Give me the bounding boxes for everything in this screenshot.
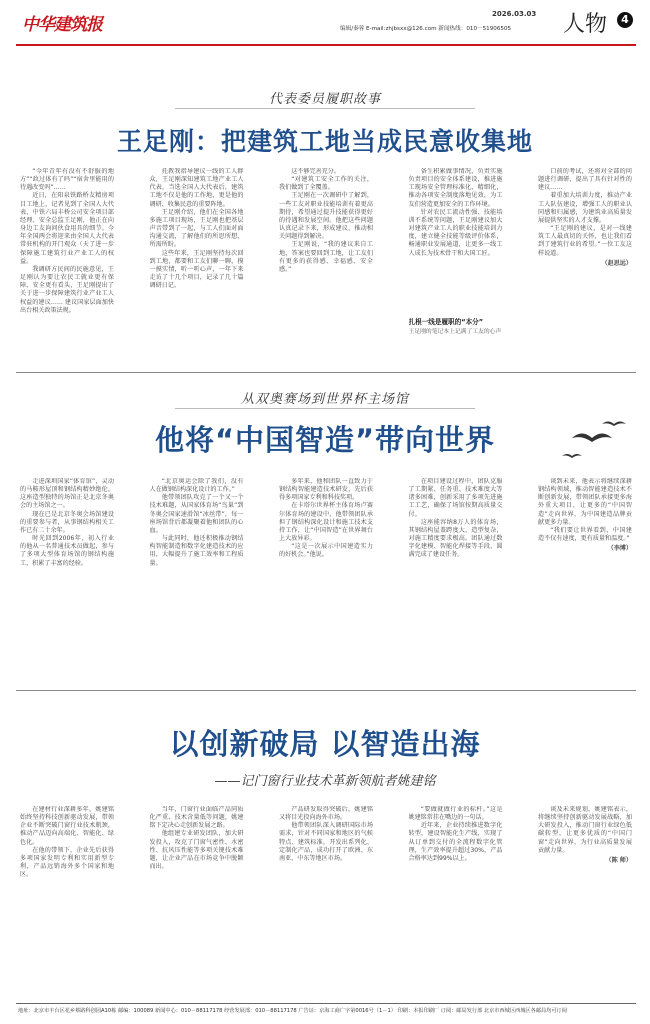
section-divider-2 xyxy=(16,690,636,691)
story3-subtitle: ——记门窗行业技术革新领航者姚建铭 xyxy=(214,774,436,789)
story2-kicker: 从双奥赛场到世界杯主场馆 xyxy=(240,392,409,407)
story3-col-3: 产品研发取得突破后，姚建铭又将目光投向海外市场。 他带领团队深入调研国际市场需求，针对不同国家和地区的气候特点、建筑标准，开发出系列化、定制化产品，成功打开了欧洲、东南亚、中东等地区市场。 xyxy=(279,806,373,862)
masthead-rule xyxy=(16,44,636,46)
story3-col-5: 谈及未来规划，姚建铭表示，将继续坚持创新驱动发展战略，加大研发投入，推动门窗行业绿色低碳转型，让更多优质的“中国门窗”走向世界，为行业高质量发展贡献力量。 （陈 师） xyxy=(538,806,632,864)
story2-kicker-line xyxy=(175,408,475,409)
story1-photo-sub: 王足刚的笔记本上记满了工友的心声 xyxy=(408,329,502,336)
story3-author: （陈 师） xyxy=(605,856,632,864)
story1-col-3: 这不够完善充分。 “对建筑工安全工作的关注，我们做到了全覆盖。 王足刚在一次调研中了解到，一些工友对职业技能培训有着更高期待，希望通过提升技能获得更好的待遇和发展空间。他把这些问题认真记录下来，形成建议，推动相关问题得到解决。 王足刚说，“我的建议来自工地，答案也要回到工地，让工友们有更多的获得感、幸福感、安全感。” xyxy=(279,168,373,273)
story3-col-4: “要做就做行业的标杆。”这是姚建铭常挂在嘴边的一句话。 近年来，企业持续推进数字化转型，建设智能化生产线，实现了从订单到交付的全流程数字化管理，生产效率提升超过30%，产品合格率达到99%以上。 xyxy=(408,806,503,862)
bird-2 xyxy=(602,422,626,427)
story3-col-2: 当年，门窗行业面临产品同质化严重、技术含量低等问题，姚建铭下定决心走创新发展之路。 他组建专业研发团队，加大研发投入，攻克了门窗气密性、水密性、抗风压性能等多项关键技术难题，让企业产品在市场竞争中脱颖而出。 xyxy=(149,806,244,871)
story2-headline: 他将“中国智造”带向世界 xyxy=(154,423,496,457)
story2-col-4: 在项目建设过程中，团队克服了工期紧、任务重、技术难度大等诸多困难，创新采用了多项先进施工工艺，确保了场馆按期高质量交付。 这座能容纳8万人的体育场，其钢结构屋盖跨度大、造型复杂，对施工精度要求极高。团队通过数字化建模、智能化焊接等手段，圆满完成了建设任务。 xyxy=(408,478,503,559)
story1-photo-caption: 扎根一线是履职的“本分” xyxy=(408,318,484,326)
story1-photo-caption-box xyxy=(409,318,503,336)
story3-body xyxy=(20,806,632,992)
story1-col-2: 托教我指导建议一线的工人群众，王足刚深知建筑工地产业工人代表，当选全国人大代表后，建筑工地不仅是他的工作地，更是他的调研、收集民意的重要阵地。 王足刚介绍，他们在全国各地多施工项目现场，王足刚也把基层声音带到了一起，与工人们面对面沟通交流，了解他们的所思所想、所需所盼。 这些年来，王足刚坚持每次回到工地，都要和工友们聊一聊，摸一摸实情，听一听心声，一年下来走访了十几个项目，记录了几十篇调研日记。 xyxy=(149,168,244,290)
masthead xyxy=(0,0,650,46)
story1-col-4: 备生积累做事情况，负责实施负责项目的安全体系建设，推进施工现场安全管理标准化、精细化，推动各项安全制度落地见效，为工友们营造更加安全的工作环境。 针对农民工流动性强、技能培训不系统等问题，王足刚建议加大对建筑产业工人的职业技能培训力度，建立健全技能等级评价体系，畅通职业发展通道，让更多一线工人成长为技术骨干和大国工匠。 扎根一线是履职的“本分” 王足刚的笔记本上记满了工友的心声 xyxy=(408,168,503,336)
story1-headline: 王足刚：把建筑工地当成民意收集地 xyxy=(116,127,533,156)
footer-info: 地址：北京市丰台区花乡蔡路科创园A10栋 邮编：100089 新闻中心：010－88117178 经营发展部：010－88117178 广告证：京海工商广字第0016号（1－1） 印刷：本报印刷厂 订阅：邮局发行部 北京市西城区西城区各邮局均可订阅 xyxy=(18,1008,567,1014)
story2-body xyxy=(20,478,632,678)
bird-3 xyxy=(562,454,582,458)
story1-col-1: “今年青年有没有不舒服的地方”“政过体有了吗”“宿舍里能用的待遇改变吗”…… 近日，在阳泉铁路桥友精房项目工地上，记者见到了全国人大代表、中铁六局丰桥公司安全项目部经理、安全总监王足刚，他正在向身边工友询问伙食用具的细节。今年全国两会将迎来由全国人大代表常驻机构的开门观众（天了进一步保障施工建筑行业产业工人的权益。 我调研方民间的民施意见，王足刚认为要让农民工就业更有保障、安全更有看头，王足刚提出了关于进一步保障建筑行业产业工人权益的建议…… 建议国家层面加快出台相关政策法规。 xyxy=(20,168,114,314)
section-name: 人物 xyxy=(563,12,608,37)
story3-headline: 以创新破局 以智造出海 xyxy=(169,727,481,761)
story2-col-5: 谈到未来，他表示将继续深耕钢结构领域，推动智能建造技术不断创新发展，带领团队承接更多海外重大项目，让更多的“中国智造”走向世界，为中国建造品牌贡献更多力量。 “我们要让世界看到，中国建造不仅有速度，更有质量和温度。” （李博） xyxy=(538,478,632,553)
editor-line: 编辑/秦蓉 E-mail:zhjbsxx@126.com 新闻热线：010－51906505 xyxy=(340,26,512,32)
story2-col-2: “北京奥运会除了我们，没有人在做钢结构深化设计的工作。” 他带领团队攻克了一个又一个技术难题，从国家体育场“鸟巢”到冬奥会国家速滑馆“冰丝带”，每一座场馆背后都凝聚着他和团队的心血。 与此同时，他还积极推动钢结构智能制造和数字化建造技术的应用，大幅提升了施工效率和工程质量。 xyxy=(149,478,244,567)
page-number-badge: 4 xyxy=(617,12,633,28)
issue-date: 2026.03.03 xyxy=(492,10,537,18)
story3-col-1: 在建材行业深耕多年，姚建铭始终坚持科技创新驱动发展，带领企业不断突破门窗行业技术瓶颈，推动产品迈向高端化、智能化、绿色化。 在他的带领下，企业先后获得多项国家发明专利和实用新型专利，产品远销海外多个国家和地区。 xyxy=(20,806,114,879)
story2-col-3: 多年来，他和团队一直致力于钢结构智能建造技术研发，先后获得多项国家专利和科技奖项。 在卡塔尔世界杯主体育场卢赛尔体育场的建设中，他带领团队承担了钢结构深化设计和施工技术支持工作，让“中国智造”在世界舞台上大放异彩。 “这是一次展示中国建造实力的好机会。”他说。 xyxy=(279,478,373,559)
birds-icon xyxy=(560,418,630,462)
story1-author: （赵思远） xyxy=(601,259,632,267)
masthead-logo: 中华建筑报 xyxy=(22,15,102,35)
story1-col-5: 口前的考试，还将对全部的问题进行调研，提出了具有针对性的建议…… 着重加大培训力度，推动产业工人队伍建设，增强工人的职业认同感和归属感，为建筑业高质量发展提供坚实的人才支撑。 “王足刚的建议，是对一线建筑工人最真切的关怀，也让我们看到了建筑行业的希望。”一位工友这样说道。 （赵思远） xyxy=(538,168,632,267)
section-divider-1 xyxy=(16,372,636,373)
footer-rule xyxy=(16,1003,636,1004)
story2-col-1: 走进深圳国家“体育馆”，灵动的马鞍形屋顶和钢结构精妙绝伦，这座造型独特的场馆正是北京冬奥会的主场馆之一。 现在已是北京冬奥会场馆建设的重要参与者，从事钢结构相关工作已有二十余年。 时光回到2006年，初入行业的他从一名普通技术员做起，参与了多项大型体育场馆的钢结构施工，积累了丰富的经验。 xyxy=(20,478,114,567)
story2-author: （李博） xyxy=(607,545,632,553)
story1-body xyxy=(20,168,632,364)
bird-1 xyxy=(572,434,612,443)
story1-kicker: 代表委员履职故事 xyxy=(268,92,381,107)
story1-kicker-line xyxy=(175,108,475,109)
